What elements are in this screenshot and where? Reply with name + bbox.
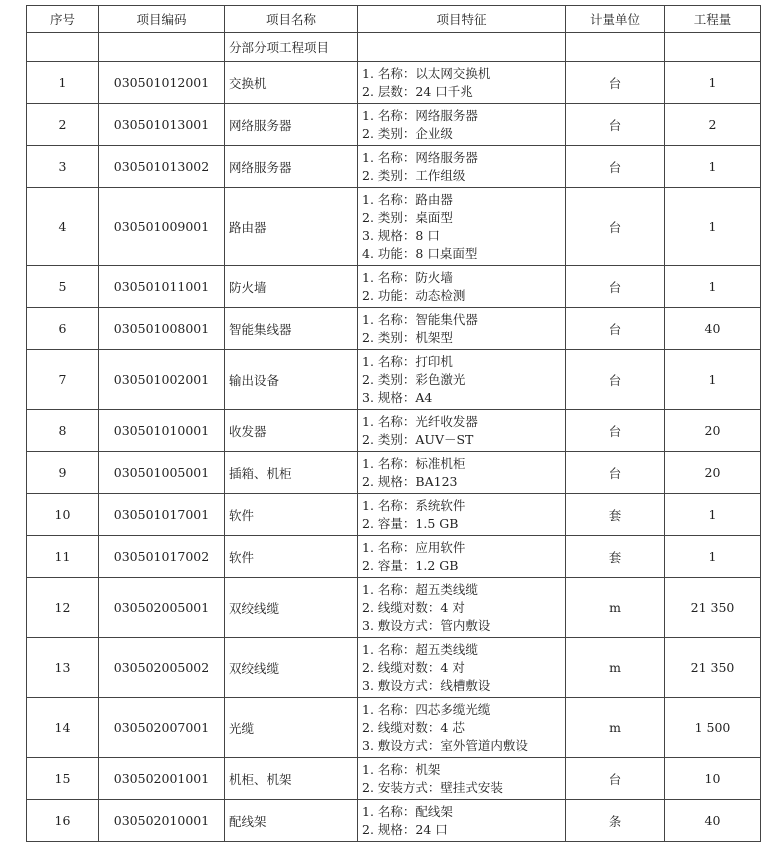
row-code: 030501010001 xyxy=(99,410,225,452)
row-unit: 台 xyxy=(566,146,665,188)
row-seq: 14 xyxy=(27,698,99,758)
row-qty: 40 xyxy=(665,308,761,350)
table-row xyxy=(27,146,761,188)
feature-line: 2. 类别：机架型 xyxy=(362,329,453,345)
row-unit: 台 xyxy=(566,758,665,800)
table-row xyxy=(27,536,761,578)
header-features: 项目特征 xyxy=(358,6,566,33)
feature-line: 3. 敷设方式：室外管道内敷设 xyxy=(362,737,528,753)
feature-line: 2. 线缆对数：4 芯 xyxy=(362,719,465,735)
row-qty: 10 xyxy=(665,758,761,800)
row-qty: 20 xyxy=(665,452,761,494)
feature-line: 1. 名称：防火墙 xyxy=(362,269,453,285)
row-qty: 2 xyxy=(665,104,761,146)
row-qty: 1 xyxy=(665,62,761,104)
row-name: 双绞线缆 xyxy=(225,578,358,638)
row-name: 机柜、机架 xyxy=(225,758,358,800)
row-unit: 条 xyxy=(566,800,665,842)
row-code: 030501012001 xyxy=(99,62,225,104)
header-name: 项目名称 xyxy=(225,6,358,33)
row-code: 030501017002 xyxy=(99,536,225,578)
row-unit: 台 xyxy=(566,350,665,410)
row-qty: 1 xyxy=(665,146,761,188)
row-seq: 12 xyxy=(27,578,99,638)
row-features xyxy=(358,698,566,758)
row-code: 030501005001 xyxy=(99,452,225,494)
row-code: 030501009001 xyxy=(99,188,225,266)
row-qty: 1 xyxy=(665,188,761,266)
feature-line: 2. 线缆对数：4 对 xyxy=(362,599,465,615)
quantities-table xyxy=(26,5,761,842)
row-name: 配线架 xyxy=(225,800,358,842)
header-code: 项目编码 xyxy=(99,6,225,33)
row-name: 输出设备 xyxy=(225,350,358,410)
row-unit: 台 xyxy=(566,62,665,104)
table-row xyxy=(27,638,761,698)
row-name: 收发器 xyxy=(225,410,358,452)
row-unit: 套 xyxy=(566,536,665,578)
row-code: 030502010001 xyxy=(99,800,225,842)
row-qty: 1 xyxy=(665,536,761,578)
feature-line: 3. 敷设方式：线槽敷设 xyxy=(362,677,491,693)
row-seq: 16 xyxy=(27,800,99,842)
feature-line: 1. 名称：路由器 xyxy=(362,191,453,207)
row-seq: 3 xyxy=(27,146,99,188)
feature-line: 2. 容量：1.5 GB xyxy=(362,515,459,531)
row-qty: 1 xyxy=(665,494,761,536)
row-unit: 台 xyxy=(566,308,665,350)
row-seq: 10 xyxy=(27,494,99,536)
row-features xyxy=(358,800,566,842)
feature-line: 2. 类别：企业级 xyxy=(362,125,453,141)
feature-line: 1. 名称：应用软件 xyxy=(362,539,466,555)
table-row xyxy=(27,104,761,146)
feature-line: 1. 名称：超五类线缆 xyxy=(362,581,478,597)
feature-line: 2. 规格：BA123 xyxy=(362,473,458,489)
row-name: 网络服务器 xyxy=(225,146,358,188)
row-qty: 1 xyxy=(665,350,761,410)
row-code: 030501013001 xyxy=(99,104,225,146)
row-code: 030502007001 xyxy=(99,698,225,758)
row-name: 光缆 xyxy=(225,698,358,758)
section-row xyxy=(27,33,761,62)
feature-line: 1. 名称：超五类线缆 xyxy=(362,641,478,657)
feature-line: 1. 名称：系统软件 xyxy=(362,497,466,513)
table-row xyxy=(27,494,761,536)
row-features xyxy=(358,638,566,698)
row-seq: 11 xyxy=(27,536,99,578)
header-qty: 工程量 xyxy=(665,6,761,33)
row-code: 030502001001 xyxy=(99,758,225,800)
row-unit: 台 xyxy=(566,188,665,266)
row-name: 防火墙 xyxy=(225,266,358,308)
row-code: 030502005001 xyxy=(99,578,225,638)
row-code: 030501008001 xyxy=(99,308,225,350)
feature-line: 1. 名称：网络服务器 xyxy=(362,107,478,123)
feature-line: 2. 类别：AUV－ST xyxy=(362,431,474,447)
row-unit: 套 xyxy=(566,494,665,536)
row-seq: 5 xyxy=(27,266,99,308)
row-name: 智能集线器 xyxy=(225,308,358,350)
row-unit: 台 xyxy=(566,410,665,452)
feature-line: 2. 类别：彩色激光 xyxy=(362,371,466,387)
row-seq: 4 xyxy=(27,188,99,266)
section-features-cell xyxy=(358,33,566,62)
row-name: 路由器 xyxy=(225,188,358,266)
row-features xyxy=(358,146,566,188)
row-seq: 2 xyxy=(27,104,99,146)
table-row xyxy=(27,188,761,266)
row-name: 双绞线缆 xyxy=(225,638,358,698)
feature-line: 4. 功能：8 口桌面型 xyxy=(362,245,478,261)
row-features xyxy=(358,494,566,536)
row-features xyxy=(358,266,566,308)
row-qty: 21 350 xyxy=(665,638,761,698)
feature-line: 1. 名称：配线架 xyxy=(362,803,453,819)
table-row xyxy=(27,758,761,800)
section-title: 分部分项工程项目 xyxy=(225,33,358,62)
row-features xyxy=(358,536,566,578)
row-code: 030501013002 xyxy=(99,146,225,188)
feature-line: 2. 规格：24 口 xyxy=(362,821,448,837)
feature-line: 1. 名称：四芯多缆光缆 xyxy=(362,701,491,717)
table-row xyxy=(27,410,761,452)
row-unit: 台 xyxy=(566,266,665,308)
feature-line: 2. 功能：动态检测 xyxy=(362,287,466,303)
bill-of-quantities xyxy=(26,5,760,842)
row-seq: 9 xyxy=(27,452,99,494)
row-seq: 1 xyxy=(27,62,99,104)
section-code-cell xyxy=(99,33,225,62)
table-row xyxy=(27,698,761,758)
row-features xyxy=(358,350,566,410)
row-features xyxy=(358,308,566,350)
row-code: 030501017001 xyxy=(99,494,225,536)
row-seq: 13 xyxy=(27,638,99,698)
row-seq: 6 xyxy=(27,308,99,350)
row-seq: 7 xyxy=(27,350,99,410)
feature-line: 1. 名称：智能集代器 xyxy=(362,311,478,327)
row-unit: m xyxy=(566,638,665,698)
table-row xyxy=(27,800,761,842)
feature-line: 1. 名称：机架 xyxy=(362,761,441,777)
table-row xyxy=(27,452,761,494)
row-qty: 21 350 xyxy=(665,578,761,638)
section-seq-cell xyxy=(27,33,99,62)
feature-line: 1. 名称：光纤收发器 xyxy=(362,413,478,429)
row-qty: 1 xyxy=(665,266,761,308)
header-seq: 序号 xyxy=(27,6,99,33)
row-unit: 台 xyxy=(566,104,665,146)
row-qty: 1 500 xyxy=(665,698,761,758)
feature-line: 3. 敷设方式：管内敷设 xyxy=(362,617,491,633)
feature-line: 2. 安装方式：壁挂式安装 xyxy=(362,779,503,795)
row-features xyxy=(358,410,566,452)
feature-line: 2. 层数：24 口千兆 xyxy=(362,83,473,99)
row-features xyxy=(358,62,566,104)
row-name: 交换机 xyxy=(225,62,358,104)
feature-line: 2. 线缆对数：4 对 xyxy=(362,659,465,675)
feature-line: 1. 名称：网络服务器 xyxy=(362,149,478,165)
feature-line: 2. 容量：1.2 GB xyxy=(362,557,459,573)
header-row xyxy=(27,6,761,33)
header-unit: 计量单位 xyxy=(566,6,665,33)
table-row xyxy=(27,578,761,638)
row-name: 软件 xyxy=(225,494,358,536)
row-code: 030502005002 xyxy=(99,638,225,698)
table-row xyxy=(27,62,761,104)
table-row xyxy=(27,308,761,350)
row-code: 030501002001 xyxy=(99,350,225,410)
table-row xyxy=(27,350,761,410)
row-unit: m xyxy=(566,578,665,638)
section-unit-cell xyxy=(566,33,665,62)
row-features xyxy=(358,578,566,638)
feature-line: 1. 名称：以太网交换机 xyxy=(362,65,491,81)
row-qty: 40 xyxy=(665,800,761,842)
section-qty-cell xyxy=(665,33,761,62)
row-qty: 20 xyxy=(665,410,761,452)
row-unit: m xyxy=(566,698,665,758)
feature-line: 3. 规格：A4 xyxy=(362,389,433,405)
feature-line: 1. 名称：标准机柜 xyxy=(362,455,466,471)
row-code: 030501011001 xyxy=(99,266,225,308)
row-features xyxy=(358,188,566,266)
table-row xyxy=(27,266,761,308)
row-name: 网络服务器 xyxy=(225,104,358,146)
row-name: 软件 xyxy=(225,536,358,578)
row-unit: 台 xyxy=(566,452,665,494)
feature-line: 1. 名称：打印机 xyxy=(362,353,453,369)
row-name: 插箱、机柜 xyxy=(225,452,358,494)
row-seq: 8 xyxy=(27,410,99,452)
row-seq: 15 xyxy=(27,758,99,800)
row-features xyxy=(358,452,566,494)
feature-line: 3. 规格：8 口 xyxy=(362,227,440,243)
row-features xyxy=(358,758,566,800)
table-body xyxy=(27,33,761,842)
feature-line: 2. 类别：工作组级 xyxy=(362,167,466,183)
row-features xyxy=(358,104,566,146)
feature-line: 2. 类别：桌面型 xyxy=(362,209,453,225)
